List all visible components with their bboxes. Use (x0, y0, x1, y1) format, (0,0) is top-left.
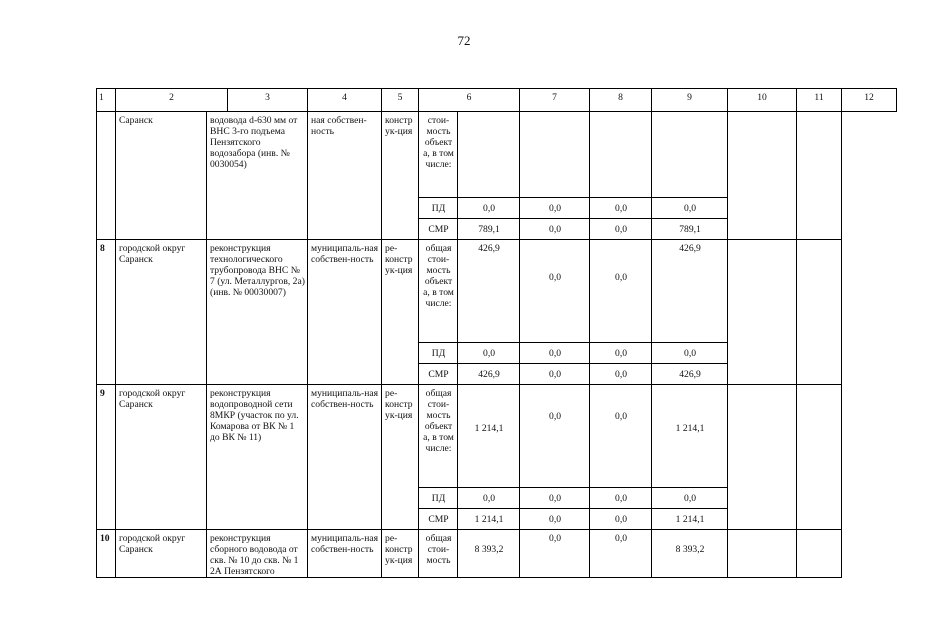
row-cost-8: 0,0 (520, 385, 590, 488)
header-col-1: 1 (97, 89, 116, 112)
pd-value-7: 0,0 (458, 488, 520, 509)
row-district: городской округ Саранск (116, 385, 207, 530)
pd-value-7: 0,0 (458, 198, 520, 219)
header-col-7: 7 (520, 89, 590, 112)
row-district: городской округ Саранск (116, 240, 207, 385)
row-col-11 (728, 385, 797, 530)
row-col-12 (797, 530, 842, 578)
row-work-type: ре-констр ук-ция (382, 530, 419, 578)
pd-label: ПД (419, 488, 458, 509)
row-cost-10: 426,9 (652, 240, 728, 343)
pd-value-9: 0,0 (590, 343, 652, 364)
smr-value-8: 0,0 (520, 219, 590, 240)
smr-value-10: 426,9 (652, 364, 728, 385)
pd-value-9: 0,0 (590, 488, 652, 509)
row-col-11 (728, 112, 797, 240)
row-number (97, 112, 116, 240)
smr-value-7: 789,1 (458, 219, 520, 240)
row-object: реконструкция сборного водовода от скв. № 10 до скв. № 1 2А Пензятского (207, 530, 308, 578)
header-col-5: 5 (382, 89, 419, 112)
row-work-type: ре-констр ук-ция (382, 240, 419, 385)
row-cost-7 (458, 112, 520, 198)
header-col-4: 4 (308, 89, 382, 112)
row-object: реконструкция технологического трубопровода ВНС № 7 (ул. Металлургов, 2а) (инв. № 00030007) (207, 240, 308, 385)
smr-label: СМР (419, 509, 458, 530)
row-cost-9: 0,0 (590, 530, 652, 578)
smr-value-10: 789,1 (652, 219, 728, 240)
header-col-2: 2 (116, 89, 228, 112)
pd-value-7: 0,0 (458, 343, 520, 364)
smr-value-10: 1 214,1 (652, 509, 728, 530)
pd-label: ПД (419, 343, 458, 364)
table-row (97, 112, 897, 198)
row-cost-9 (590, 112, 652, 198)
row-cost-8: 0,0 (520, 530, 590, 578)
pd-label: ПД (419, 198, 458, 219)
row-cost-10 (652, 112, 728, 198)
table-row (97, 240, 897, 343)
smr-value-8: 0,0 (520, 364, 590, 385)
header-col-11: 11 (797, 89, 842, 112)
table-row (97, 385, 897, 488)
smr-label: СМР (419, 219, 458, 240)
row-col-12 (797, 112, 842, 240)
header-col-12: 12 (842, 89, 897, 112)
row-number: 10 (97, 530, 116, 578)
row-object: водовода d-630 мм от ВНС 3-го подъема Пензятского водозабора (инв. № 0030054) (207, 112, 308, 240)
pd-value-10: 0,0 (652, 488, 728, 509)
smr-value-8: 0,0 (520, 509, 590, 530)
pd-value-8: 0,0 (520, 343, 590, 364)
row-cost-7: 426,9 (458, 240, 520, 343)
row-cost-label: общая стои-мость объект а, в том числе: (419, 385, 458, 488)
row-cost-7: 8 393,2 (458, 530, 520, 578)
investment-table (96, 88, 897, 578)
row-cost-10: 1 214,1 (652, 385, 728, 488)
pd-value-10: 0,0 (652, 343, 728, 364)
row-cost-label: общая стои-мость (419, 530, 458, 578)
pd-value-8: 0,0 (520, 488, 590, 509)
smr-value-7: 1 214,1 (458, 509, 520, 530)
header-col-3: 3 (228, 89, 308, 112)
header-col-8: 8 (590, 89, 652, 112)
pd-value-8: 0,0 (520, 198, 590, 219)
pd-value-9: 0,0 (590, 198, 652, 219)
row-work-type: констр ук-ция (382, 112, 419, 240)
row-number: 9 (97, 385, 116, 530)
row-cost-label: стои-мость объект а, в том числе: (419, 112, 458, 198)
row-col-12 (797, 385, 842, 530)
row-ownership: муниципаль-ная собствен-ность (308, 240, 382, 385)
row-col-11 (728, 240, 797, 385)
row-work-type: ре-констр ук-ция (382, 385, 419, 530)
header-col-6: 6 (419, 89, 520, 112)
header-row (97, 89, 897, 112)
header-col-10: 10 (728, 89, 797, 112)
pd-value-10: 0,0 (652, 198, 728, 219)
row-cost-8 (520, 112, 590, 198)
row-cost-8: 0,0 (520, 240, 590, 343)
row-cost-9: 0,0 (590, 240, 652, 343)
row-col-12 (797, 240, 842, 385)
row-cost-label: общая стои-мость объект а, в том числе: (419, 240, 458, 343)
row-ownership: ная собствен-ность (308, 112, 382, 240)
row-district: Саранск (116, 112, 207, 240)
row-number: 8 (97, 240, 116, 385)
smr-value-9: 0,0 (590, 364, 652, 385)
table-row (97, 530, 897, 578)
header-col-9: 9 (652, 89, 728, 112)
smr-value-7: 426,9 (458, 364, 520, 385)
row-ownership: муниципаль-ная собствен-ность (308, 385, 382, 530)
row-cost-7: 1 214,1 (458, 385, 520, 488)
row-ownership: муниципаль-ная собствен-ность (308, 530, 382, 578)
smr-value-9: 0,0 (590, 219, 652, 240)
row-object: реконструкция водопроводной сети 8МКР (участок по ул. Комарова от ВК № 1 до ВК № 11) (207, 385, 308, 530)
smr-label: СМР (419, 364, 458, 385)
row-district: городской округ Саранск (116, 530, 207, 578)
smr-value-9: 0,0 (590, 509, 652, 530)
row-col-11 (728, 530, 797, 578)
page-number: 72 (457, 33, 471, 48)
row-cost-9: 0,0 (590, 385, 652, 488)
row-cost-10: 8 393,2 (652, 530, 728, 578)
